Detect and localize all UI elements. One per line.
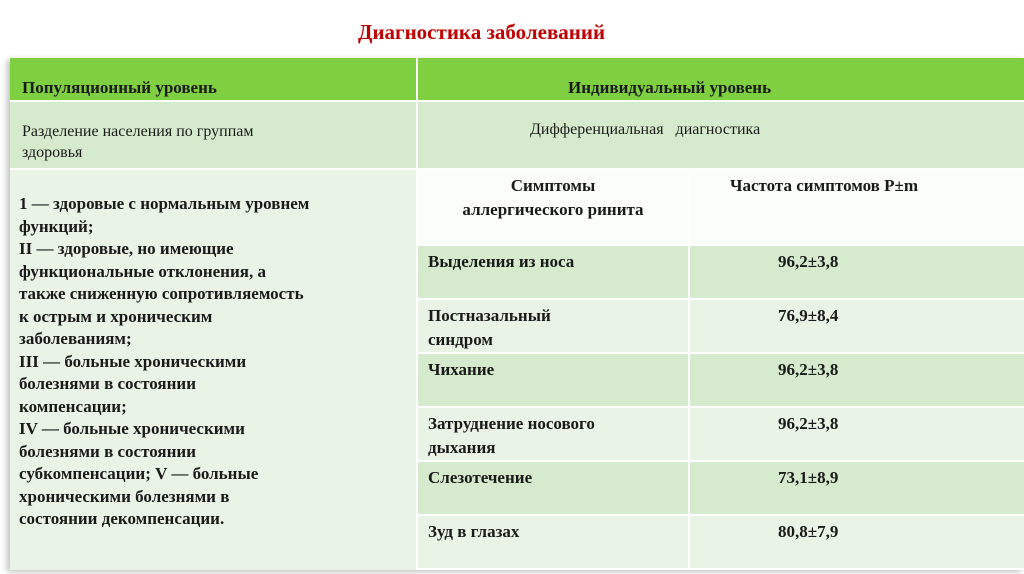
table-row-frequency <box>690 408 1024 460</box>
health-groups-list <box>19 193 416 531</box>
table-row-symptom <box>418 300 688 352</box>
health-groups-line: IV — больные хроническими <box>19 419 245 438</box>
health-groups-line: болезнями в состоянии <box>19 441 196 461</box>
population-division-cell <box>10 102 416 168</box>
differential-diagnosis-label: Дифференциальная диагностика <box>530 121 761 138</box>
health-groups-line: болезнями в состоянии <box>19 374 196 393</box>
symptom-name: Зуд в глазах <box>428 522 520 541</box>
frequency-value: 80,8±7,9 <box>778 522 839 541</box>
health-groups-line: также сниженную сопротивляемость <box>19 284 304 303</box>
health-groups-line: II — здоровые, но имеющие <box>19 239 234 258</box>
symptom-name: Затруднение носового <box>428 414 595 433</box>
table-row-frequency <box>690 516 1024 568</box>
health-groups-line: хроническими болезнями в <box>19 486 230 506</box>
table-row-frequency <box>690 354 1024 406</box>
table-row-frequency <box>690 300 1024 352</box>
frequency-col-header <box>690 170 1024 244</box>
symptom-name: Чихание <box>428 360 495 379</box>
table-row-symptom <box>418 354 688 406</box>
health-groups-line: состоянии декомпенсации. <box>19 509 225 528</box>
health-groups-line: III — больные хроническими <box>19 351 247 371</box>
health-groups-line: функциональные отклонения, а <box>19 261 266 281</box>
frequency-value: 76,9±8,4 <box>778 306 839 325</box>
frequency-value: 96,2±3,8 <box>778 252 839 271</box>
table-row-symptom <box>418 516 688 568</box>
symptoms-col-header-line-2: аллергического ринита <box>462 200 644 219</box>
table-row-frequency <box>690 462 1024 514</box>
header-individual-level <box>418 58 1024 100</box>
health-groups-line: субкомпенсации; V — больные <box>19 464 259 483</box>
table-row-symptom <box>418 246 688 298</box>
health-groups-line: к острым и хроническим <box>19 306 213 326</box>
table-row-symptom <box>418 462 688 514</box>
slide-title: Диагностика заболеваний <box>358 20 606 44</box>
health-groups-line: 1 — здоровые с нормальным уровнем <box>19 194 310 213</box>
health-groups-line: заболеваниям; <box>19 329 132 348</box>
symptom-name: Постназальный <box>428 306 551 325</box>
table-row-symptom <box>418 408 688 460</box>
table-row-frequency <box>690 246 1024 298</box>
frequency-value: 96,2±3,8 <box>778 360 839 379</box>
population-division-line-2: здоровья <box>22 144 83 161</box>
header-population-level <box>10 58 416 100</box>
frequency-value: 96,2±3,8 <box>778 414 839 433</box>
header-population-label: Популяционный уровень <box>22 78 217 97</box>
symptom-name: Выделения из носа <box>428 252 575 271</box>
frequency-value: 73,1±8,9 <box>778 468 839 487</box>
health-groups-cell <box>10 170 416 570</box>
header-individual-label: Индивидуальный уровень <box>568 78 772 97</box>
frequency-col-header-label: Частота симптомов Р±m <box>730 176 918 195</box>
symptom-name: Слезотечение <box>428 468 533 487</box>
health-groups-line: функций; <box>19 216 94 236</box>
health-groups-line: компенсации; <box>19 396 127 416</box>
symptom-name: дыхания <box>428 438 496 457</box>
symptoms-col-header <box>418 170 688 244</box>
symptom-name: синдром <box>428 330 493 349</box>
symptoms-col-header-line-1: Симптомы <box>510 176 596 195</box>
differential-diagnosis-cell <box>418 102 1024 168</box>
population-division-line-1: Разделение населения по группам <box>22 123 254 140</box>
